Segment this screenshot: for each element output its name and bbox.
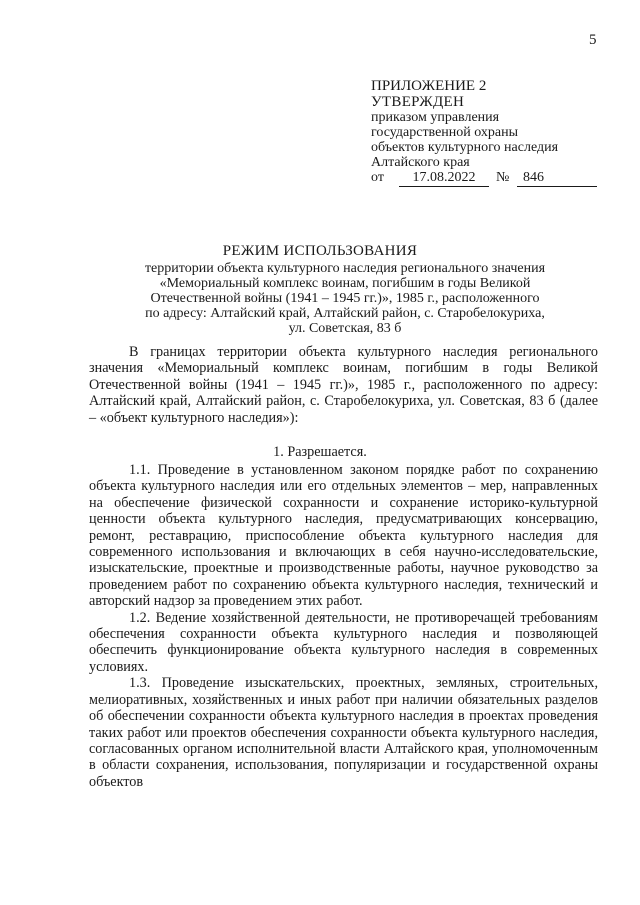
order-number: 846 [517, 170, 597, 187]
number-label: № [496, 170, 510, 185]
order-date-number-row [371, 170, 601, 190]
subtitle-line: ул. Советская, 83 б [288, 321, 402, 336]
list-item: 1.2. Ведение хозяйственной деятельности, не противоречащей требованиям обеспечения сохранности объекта культурного наследия и позволяющей обеспечить функционирование объекта культурного наследия в современных условиях. [89, 609, 598, 675]
list-item: 1.3. Проведение изыскательских, проектных, земляных, строительных, мелиоративных, хозяйственных и иных работ при наличии обязательных разделов об обеспечении сохранности объекта культурного наследия в проектах проведения таких работ или проектов обеспечения сохранности объекта культурного наследия, согласованных органом исполнительной власти Алтайского края, уполномоченным в области сохранения, использования, популяризации и государственной охраны объектов [89, 675, 598, 790]
intro-paragraph [89, 344, 598, 426]
list-item: 1.1. Проведение в установленном законом порядке работ по сохранению объекта культурного наследия или его отдельных элементов – мер, направленных на обеспечение физической сохранности и сохранение историко-культурной ценности объекта культурного наследия, предусматривающих консервацию, ремонт, реставрацию, приспособление объекта культурного наследия для современного использования и включающих в себя научно-исследовательские, изыскательские, проектные и производственные работы, научное руководство за проведением работ по сохранению объекта культурного наследия, технический и авторский надзор за проведением этих работ. [89, 462, 598, 610]
document-title: РЕЖИМ ИСПОЛЬЗОВАНИЯ [222, 243, 418, 259]
subtitle-line: по адресу: Алтайский край, Алтайский район, с. Старобелокуриха, [145, 306, 545, 321]
intro-text: В границах территории объекта культурного наследия регионального значения «Мемориальный комплекс воинам, погибшим в годы Великой Отечественной войны (1941 – 1945 гг.)», 1985 г., расположенного по адресу: Алтайский край, Алтайский район, с. Старобелокуриха, ул. Советская, 83 б (далее – «объект культурного наследия»): [89, 344, 598, 426]
approval-block [371, 95, 558, 170]
approved-line: объектов культурного наследия [371, 140, 559, 155]
approved-line: Алтайского края [371, 155, 470, 170]
date-label: от [371, 170, 384, 185]
section-title: 1. Разрешается. [273, 444, 367, 460]
subtitle-line: «Мемориальный комплекс воинам, погибшим в годы Великой [159, 276, 531, 291]
section-items [89, 462, 598, 790]
subtitle-line: Отечественной войны (1941 – 1945 гг.)», 1985 г., расположенного [150, 291, 540, 306]
appendix-label: ПРИЛОЖЕНИЕ 2 [371, 78, 487, 94]
order-date: 17.08.2022 [399, 170, 489, 187]
approved-line: государственной охраны [371, 125, 519, 140]
approved-line: приказом управления [371, 110, 500, 125]
approved-heading: УТВЕРЖДЕН [371, 94, 465, 110]
subtitle-line: территории объекта культурного наследия регионального значения [144, 261, 546, 276]
document-subtitle [90, 261, 600, 336]
page-number: 5 [589, 32, 597, 48]
